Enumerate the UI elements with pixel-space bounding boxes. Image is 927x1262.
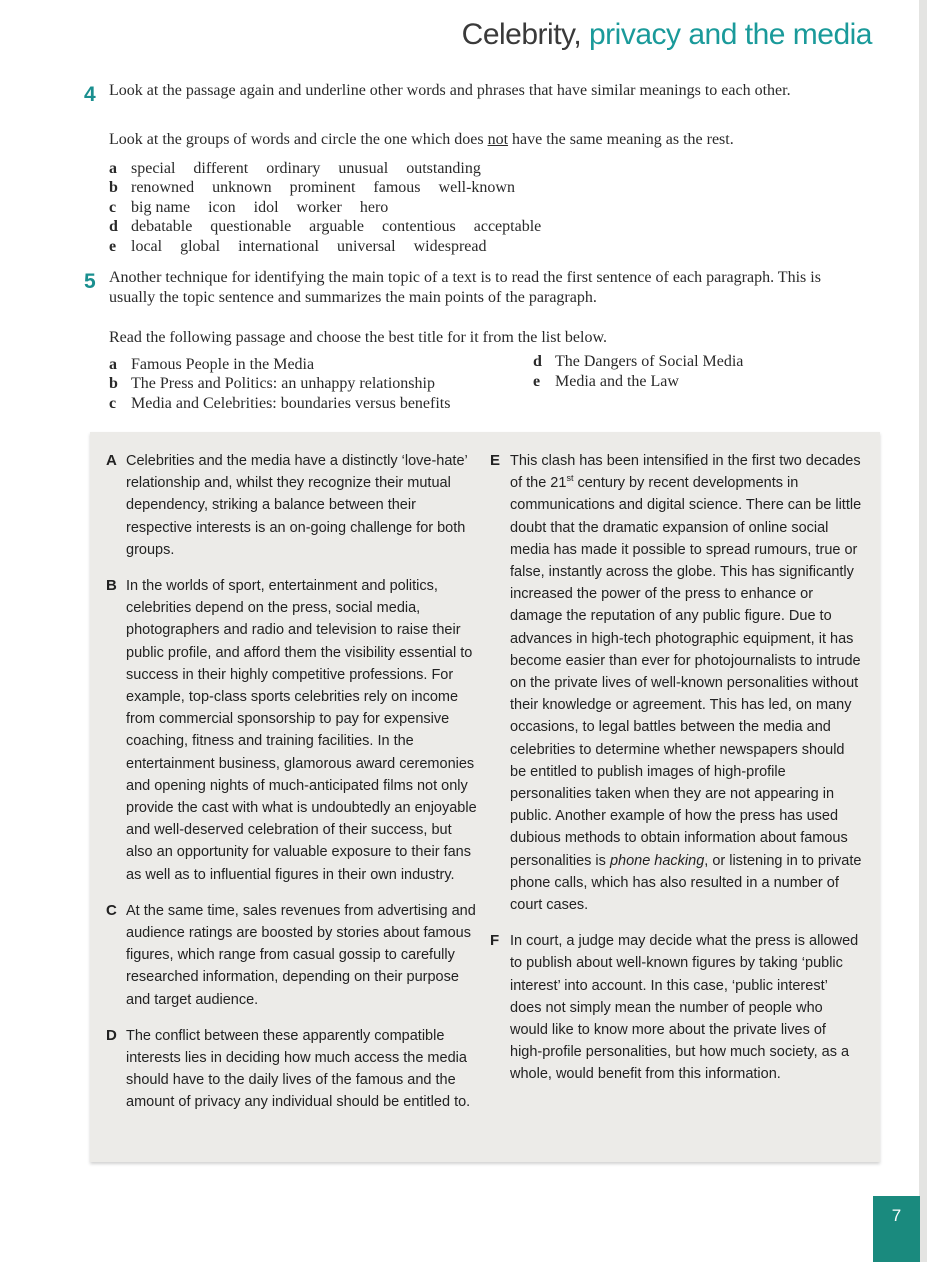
option-letter: c — [109, 199, 117, 216]
paragraph-text: At the same time, sales revenues from advertising and audience ratings are boosted by stories about famous figures, which range from casual gossip to carefully researched information, depending on their purpose and target audience. — [126, 902, 476, 1008]
option-letter: b — [109, 179, 118, 196]
paragraph-b — [106, 575, 478, 886]
italic-term: phone hacking — [609, 852, 705, 869]
paragraph-text: In court, a judge may decide what the press is allowed to publish about well-known figures by taking ‘public interest’ into account. In this case, ‘public interest’ does not simply mean the number of people who would like to know more about the private lives of high-profile personalities, but how much society, as a whole, would benefit from this information. — [510, 933, 859, 1083]
exercise-5-subinstruction: Read the following passage and choose the best title for it from the list below. — [109, 329, 607, 346]
word[interactable]: arguable — [309, 218, 364, 235]
paragraph-f — [490, 930, 862, 1085]
option-e — [109, 237, 504, 256]
word[interactable]: worker — [296, 199, 342, 216]
word[interactable]: questionable — [210, 218, 292, 235]
option-d — [109, 217, 559, 236]
passage-left-column — [106, 450, 478, 1128]
option-letter: a — [109, 356, 117, 373]
word[interactable]: unusual — [338, 160, 389, 177]
option-text: Famous People in the Media — [131, 356, 315, 373]
text-run: This clash has been intensified in the first two decades of the 21 — [510, 453, 861, 492]
paragraph-letter: F — [490, 932, 500, 950]
option-letter: b — [109, 375, 118, 392]
exercise-4-instruction: Look at the passage again and underline other words and phrases that have similar meanings to each other. — [109, 82, 791, 99]
word[interactable]: big name — [131, 199, 191, 216]
option-b — [109, 178, 533, 197]
word[interactable]: outstanding — [406, 160, 481, 177]
text-run: , or listening in to private phone calls, which has also resulted in a number of court cases. — [510, 852, 862, 914]
title-part-2: privacy and the media — [589, 18, 872, 51]
word[interactable]: global — [180, 238, 221, 255]
word[interactable]: special — [131, 160, 176, 177]
option-text: The Dangers of Social Media — [555, 353, 744, 370]
paragraph-a — [106, 450, 478, 561]
exercise-4-subinstruction — [109, 130, 849, 150]
word[interactable]: acceptable — [473, 218, 542, 235]
word[interactable]: idol — [253, 199, 279, 216]
paragraph-c — [106, 900, 478, 1011]
word[interactable]: hero — [359, 199, 389, 216]
word[interactable]: universal — [336, 238, 396, 255]
sub-text-after: have the same meaning as the rest. — [508, 131, 734, 148]
sub-text-before: Look at the groups of words and circle the one which does — [109, 131, 488, 148]
page-number: 7 — [873, 1196, 920, 1262]
paragraph-letter: A — [106, 452, 117, 469]
option-letter: e — [533, 373, 541, 390]
option-letter: d — [533, 353, 542, 370]
title-part-1: Celebrity, — [461, 18, 582, 51]
word[interactable]: prominent — [289, 179, 356, 196]
word[interactable]: different — [193, 160, 249, 177]
paragraph-e — [490, 450, 862, 916]
title-option-c[interactable] — [109, 394, 450, 413]
option-letter: e — [109, 238, 117, 255]
title-option-d[interactable] — [533, 352, 743, 371]
word[interactable]: contentious — [381, 218, 456, 235]
word[interactable]: unknown — [212, 179, 272, 196]
exercise-5-instruction: Another technique for identifying the main topic of a text is to read the first sentence of each paragraph. This is usually the topic sentence and summarizes the main points of the paragraph. — [109, 269, 821, 306]
paragraph-letter: E — [490, 452, 501, 469]
word[interactable]: local — [131, 238, 163, 255]
option-text: The Press and Politics: an unhappy relationship — [131, 375, 435, 392]
sub-text-underlined: not — [487, 131, 509, 148]
page-title — [462, 18, 872, 52]
option-letter: d — [109, 218, 118, 235]
paragraph-text: Celebrities and the media have a distinctly ‘love-hate’ relationship and, whilst they recognize their mutual dependency, striking a balance between their respective interests is an on-going challenge for both groups. — [126, 453, 468, 558]
option-text: Media and Celebrities: boundaries versus benefits — [131, 395, 451, 412]
paragraph-letter: B — [106, 577, 117, 595]
word[interactable]: international — [238, 238, 319, 255]
passage-right-column — [490, 450, 862, 1100]
paragraph-d — [106, 1025, 478, 1114]
word[interactable]: debatable — [131, 218, 193, 235]
paragraph-letter: C — [106, 901, 117, 919]
word[interactable]: well-known — [438, 179, 515, 196]
word[interactable]: ordinary — [266, 160, 321, 177]
title-option-b[interactable] — [109, 374, 435, 393]
page-edge — [919, 0, 927, 1262]
word[interactable]: widespread — [413, 238, 487, 255]
option-a — [109, 159, 499, 178]
exercise-5-number: 5 — [84, 270, 96, 293]
title-option-a[interactable] — [109, 355, 314, 374]
paragraph-text — [510, 450, 862, 916]
option-letter: a — [109, 160, 117, 177]
word[interactable]: icon — [208, 199, 236, 216]
option-text: Media and the Law — [555, 373, 679, 390]
paragraph-letter: D — [106, 1026, 117, 1044]
word[interactable]: famous — [373, 179, 421, 196]
paragraph-text: In the worlds of sport, entertainment and politics, celebrities depend on the press, social media, photographers and radio and television to raise their public profile, and afford them the visibility essential to success in their highly competitive professions. For example, top-class sports celebrities rely on income from commercial sponsorship to pay for expensive coaching, fitness and training facilities. In the entertainment business, glamorous award ceremonies and opening nights of much-anticipated films not only provide the cast with what is undoubtedly an enjoyable and well-deserved celebration of their success, but also an opportunity for valuable exposure to their fans as well as to influential figures in their own industry. — [126, 578, 477, 883]
title-option-e[interactable] — [533, 372, 679, 391]
word[interactable]: renowned — [131, 179, 195, 196]
exercise-4-number: 4 — [84, 83, 96, 106]
option-c — [109, 198, 406, 217]
option-letter: c — [109, 395, 117, 412]
superscript: st — [566, 473, 574, 484]
paragraph-text: The conflict between these apparently compatible interests lies in deciding how much access the media should have to the daily lives of the famous and the amount of privacy any individual should be entitled to. — [126, 1027, 471, 1111]
text-run: century by recent developments in communications and digital science. There can be little doubt that the dramatic expansion of online social media has made it possible to spread rumours, true or false, instantly across the globe. This has significantly increased the power of the press to enhance or damage the reputation of any public figure. Due to advances in high-tech photographic equipment, it has become easier than ever for photojournalists to intrude on the private lives of well-known personalities without their knowledge or agreement. This has led, on many occasions, to legal battles between the media and celebrities to determine whether newspapers should be entitled to publish images of high-profile personalities taken when they are not appearing in public. Another example of how the press has used dubious methods to obtain information about famous personalities is — [510, 475, 862, 869]
